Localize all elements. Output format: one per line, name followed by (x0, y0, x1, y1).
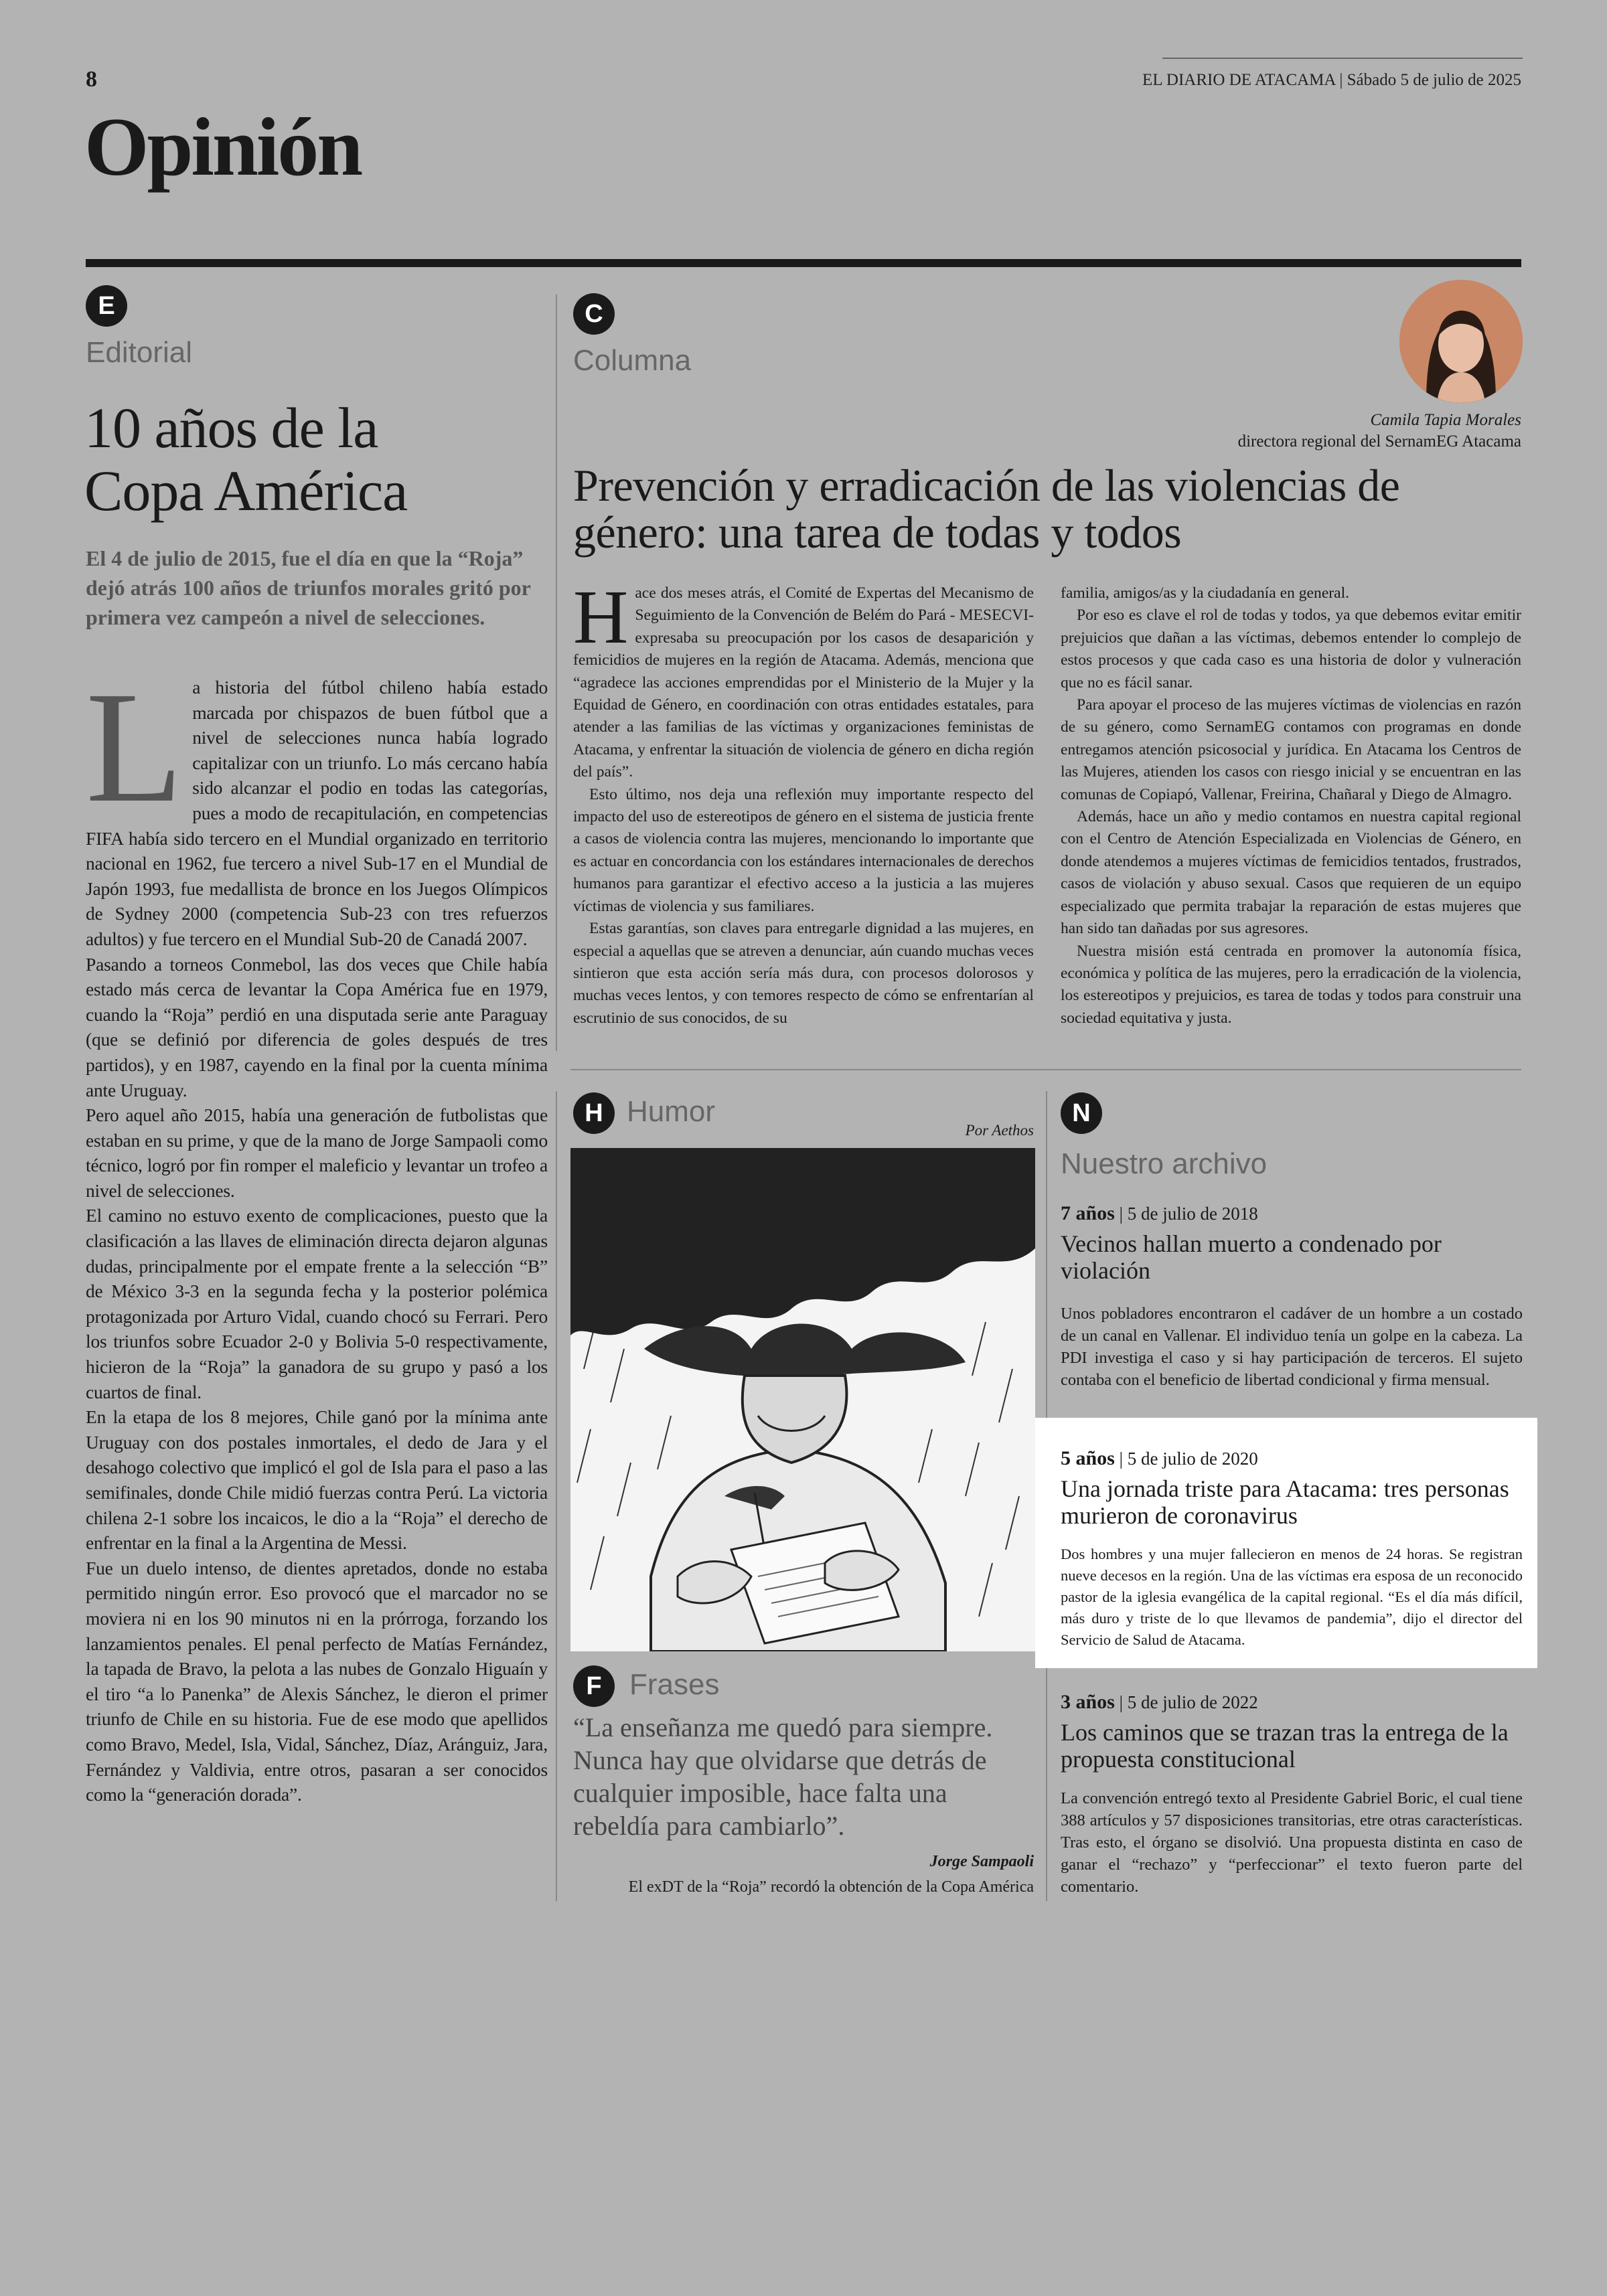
archive-body: La convención entregó texto al Presidente Gabriel Boric, el cual tiene 388 artículos y 57 disposiciones transitorias, etre otras características. Tras esto, el órgano se disolvió. Una propuesta distinta en caso de ganar el “rechazo” y “perfeccionar” el texto fueron parte del comentario. (1061, 1789, 1523, 1896)
archive-body: Dos hombres y una mujer fallecieron en menos de 24 horas. Se registran nueve decesos en la región. Una de las víctimas era esposa de un reconocido pastor de la iglesia evangélica de la capital regional. “Es el día más difícil, más duro y triste de lo que llevamos de pandemia”, dijo el director del Servicio de Salud de Atacama. (1061, 1546, 1523, 1648)
section-title: Opinión (84, 101, 362, 193)
edition-date: Sábado 5 de julio de 2025 (1347, 71, 1521, 89)
column-paragraph: Para apoyar el proceso de las mujeres víctimas de violencias en razón de su género, como SernamEG contamos con programas en donde entregamos atención psicosocial y jurídica. En Atacama los Centros de las Mujeres, atienden los casos con riesgo inicial y se encuentran en las comunas de Copiapó, Vallenar, Freirina, Chañaral y Diego de Almagro. (1061, 696, 1521, 803)
editorial-paragraph: Pero aquel año 2015, había una generación de futbolistas que estaban en su prime, y que de la mano de Jorge Sampaoli como técnico, logró por fin romper el maleficio y levantar un trofeo a nivel de selecciones. (86, 1104, 548, 1201)
column-paragraph: Además, hace un año y medio contamos en nuestra capital regional con el Centro de Atención Especializada en Violencias de Género, en donde atendemos a mujeres víctimas de femicidios tentados, frustrados, casos de violación y abuso sexual. Casos que requieren de un equipo especializado que permita trabajar la reparación de estas mujeres que han sido tan dañadas por sus agresores. (1061, 808, 1521, 938)
archive-years: 7 años (1061, 1202, 1115, 1224)
editorial-paragraph: Fue un duelo intenso, de dientes apretados, donde no estaba permitido ningún error. Eso provocó que el marcador no se moviera ni en los 90 minutos ni en la prórroga, forzando los lanzamientos penales. El penal perfecto de Matías Fernández, la tapada de Bravo, la pelota a las nubes de Gonzalo Higuaín y el tiro “a lo Panenka” de Alexis Sánchez, le dieron el primer triunfo de Chile en su historia. Fue de ese modo que apellidos como Bravo, Medel, Isla, Vidal, Sánchez, Díaz, Aránguiz, Jara, Fernández y Valdivia, entre otros, pasaran a ser conocidos como la “generación dorada”. (86, 1557, 548, 1805)
editorial-paragraph: a historia del fútbol chileno había estado marcada por chispazos de buen fútbol que a nivel de selecciones nunca había logrado capitalizar con un triunfo. Lo más cercano había sido alcanzar el podio en todas las categorías, pues a modo de recapitulación, en competencias FIFA había sido tercero en el Mundial organizado en territorio nacional en 1962, fue tercero a nivel Sub-17 en el Mundial de Japón 1993, fue medallista de bronce en los Juegos Olímpicos de Sydney 2000 (competencia Sub-23 con tres refuerzos adultos) y fue tercero en el Mundial Sub-20 de Canadá 2007. (86, 677, 548, 949)
archive-title: Los caminos que se trazan tras la entrega de la propuesta constitucional (1061, 1719, 1509, 1773)
column-body-left (573, 582, 1034, 1051)
column-kicker: Columna (573, 344, 692, 377)
column-paragraph: Estas garantías, son claves para entregarle dignidad a las mujeres, en especial a aquellas que se atreven a denunciar, aún cuando muchas veces sintieron que esta acción sería más dura, con procesos dolorosos y muchas veces lentos, y con temores respecto de cómo se enfrentarían al escrutinio de sus conocidos, de su (573, 920, 1034, 1027)
archive-date: 5 de julio de 2020 (1127, 1449, 1258, 1469)
frases-kicker: Frases (629, 1668, 720, 1701)
editorial-paragraph: El camino no estuvo exento de complicaciones, puesto que la clasificación a las llaves de eliminación directa dejaron algunas dudas, principalmente por el empate frente a la selección “B” de México 3-3 en la segunda fecha y la posterior polémica protagonizada por Arturo Vidal, cuando chocó su Ferrari. Pero los triunfos sobre Ecuador 2-0 y Bolivia 5-0 respectivamente, hicieron de la “Roja” la ganadora de su grupo y pasó a los cuartos de final. (86, 1205, 548, 1402)
archive-item: 7 años | 5 de julio de 2018 Vecinos hallan muerto a condenado por violación Unos pobladores encontraron el cadáver de un hombre a un costado de un canal en Vallenar. El individuo tenía un golpe en la cabeza. La PDI investiga el caso y si hay participación de terceros. El sujeto contaba con el beneficio de libertad condicional y firma mensual. (1061, 1202, 1523, 1391)
humor-kicker: Humor (627, 1095, 716, 1128)
archive-body: Unos pobladores encontraron el cadáver de un hombre a un costado de un canal en Vallenar. El individuo tenía un golpe en la cabeza. La PDI investiga el caso y si hay participación de terceros. El sujeto contaba con el beneficio de libertad condicional y firma mensual. (1061, 1305, 1523, 1389)
editorial-badge: E (86, 285, 127, 327)
column-title: Prevención y erradicación de las violencias de género: una tarea de todas y todos (573, 460, 1400, 558)
archive-date: 5 de julio de 2018 (1127, 1204, 1258, 1224)
frases-author: Jorge Sampaoli (929, 1853, 1034, 1870)
column-paragraph: Nuestra misión está centrada en promover la autonomía física, económica y política de las mujeres, pero la erradicación de la violencia, los estereotipos y prejuicios, es tarea de todas y todos para construir una sociedad equitativa y justa. (1061, 942, 1521, 1027)
column-paragraph: Esto último, nos deja una reflexión muy importante respecto del impacto del uso de estereotipos de género en el sistema de justicia frente a casos de violencia contra las mujeres, mencionando lo importante que es actuar en concordancia con los estándares internacionales de derechos humanos para garantizar el efectivo acceso a la justicia a las mujeres víctimas de violencia y sus familiares. (573, 785, 1034, 915)
header-rule (1162, 58, 1523, 59)
column-byline (1238, 410, 1521, 453)
column-paragraph: Por eso es clave el rol de todas y todos, ya que debemos evitar emitir prejuicios que dañan a las víctimas, debemos entender lo complejo de estos procesos y que cada caso es una historia de dolor y vulneración que no es fácil sanar. (1061, 606, 1521, 691)
cartoon-illustration (570, 1148, 1035, 1651)
archive-item: 3 años | 5 de julio de 2022 Los caminos que se trazan tras la entrega de la propuesta constitucional La convención entregó texto al Presidente Gabriel Boric, el cual tiene 388 artículos y 57 disposiciones transitorias, etre otras características. Tras esto, el órgano se disolvió. Una propuesta distinta en caso de ganar el “rechazo” y “perfeccionar” el texto fueron parte del comentario. (1061, 1691, 1523, 1898)
editorial-body (86, 675, 548, 1900)
masthead: EL DIARIO DE ATACAMA | Sábado 5 de julio de 2025 (1142, 71, 1521, 89)
column-dropcap: H (573, 582, 629, 659)
archive-date: 5 de julio de 2022 (1127, 1692, 1258, 1712)
frases-quote: “La enseñanza me quedó para siempre. Nunca hay que olvidarse que detrás de cualquier imposible, hace falta una rebeldía para cambiarlo”. (573, 1712, 993, 1841)
archive-title: Vecinos hallan muerto a condenado por violación (1061, 1230, 1442, 1284)
editorial-dropcap: L (86, 675, 183, 835)
column-badge: C (573, 293, 615, 335)
frases-badge: F (573, 1665, 615, 1707)
author-role: directora regional del SernamEG Atacama (1237, 432, 1521, 450)
archive-title: Una jornada triste para Atacama: tres personas murieron de coronavirus (1061, 1475, 1509, 1529)
editorial-title: 10 años de la Copa América (84, 396, 408, 523)
page-number: 8 (86, 67, 97, 92)
column-paragraph: ace dos meses atrás, el Comité de Expertas del Mecanismo de Seguimiento de la Convención de Belém do Pará - MESECVI- expresaba su preocupación por los casos de desaparición y femicidios de mujeres en la región de Atacama. Además, menciona que “agradece las acciones emprendidas por el Ministerio de la Mujer y la Equidad de Género, en coordinación con otras entidades estatales, para atender a las familias de las víctimas y organizaciones feministas de Atacama, y enfrentar la situación de violencia de género en dicha región del país”. (573, 584, 1034, 781)
editorial-paragraph: En la etapa de los 8 mejores, Chile ganó por la mínima ante Uruguay con dos postales inmortales, el dedo de Jara y el desahogo colectivo que implicó el gol de Isla para el paso a las semifinales, donde Chile midió fuerzas contra Perú. La victoria chilena 2-1 sobre los incaicos, le dio a la “Roja” el derecho de enfrentar en la final a la Argentina de Messi. (86, 1406, 548, 1554)
author-name: Camila Tapia Morales (1370, 411, 1521, 429)
archivo-kicker: Nuestro archivo (1061, 1147, 1268, 1180)
editorial-paragraph: Pasando a torneos Conmebol, las dos veces que Chile había estado más cerca de levantar la Copa América fue en 1979, cuando la “Roja” perdió en una disputada serie ante Paraguay (que se definió por diferencia de goles después de tres partidos), y en 1987, cayendo en la final por la cuenta mínima ante Uruguay. (86, 953, 548, 1100)
humor-credit: Por Aethos (965, 1122, 1034, 1139)
archivo-badge: N (1061, 1092, 1102, 1134)
frases-caption: El exDT de la “Roja” recordó la obtención de la Copa América (628, 1878, 1034, 1896)
editorial-kicker: Editorial (86, 336, 192, 369)
column-body-right (1061, 582, 1521, 1051)
newspaper-name: EL DIARIO DE ATACAMA (1142, 71, 1336, 89)
editorial-lead: El 4 de julio de 2015, fue el día en que la “Roja” dejó atrás 100 años de triunfos morales gritó por primera vez campeón a nivel de selecciones. (86, 546, 531, 629)
humor-badge: H (573, 1092, 615, 1134)
section-divider (570, 1069, 1521, 1070)
column-divider (556, 295, 557, 1051)
column-paragraph: familia, amigos/as y la ciudadanía en general. (1061, 584, 1350, 602)
archive-years: 5 años (1061, 1447, 1115, 1469)
archive-item: 5 años | 5 de julio de 2020 Una jornada triste para Atacama: tres personas murieron de coronavirus Dos hombres y una mujer fallecieron en menos de 24 horas. Se registran nueve decesos en la región. Una de las víctimas era esposa de un reconocido pastor de la iglesia evangélica de la capital regional. “Es el día más difícil, más duro y triste de lo que llevamos de pandemia”, dijo el director del Servicio de Salud de Atacama. (1061, 1447, 1523, 1651)
section-rule (86, 259, 1521, 267)
archive-years: 3 años (1061, 1691, 1115, 1713)
author-photo (1399, 280, 1523, 403)
column-divider (556, 1091, 557, 1901)
